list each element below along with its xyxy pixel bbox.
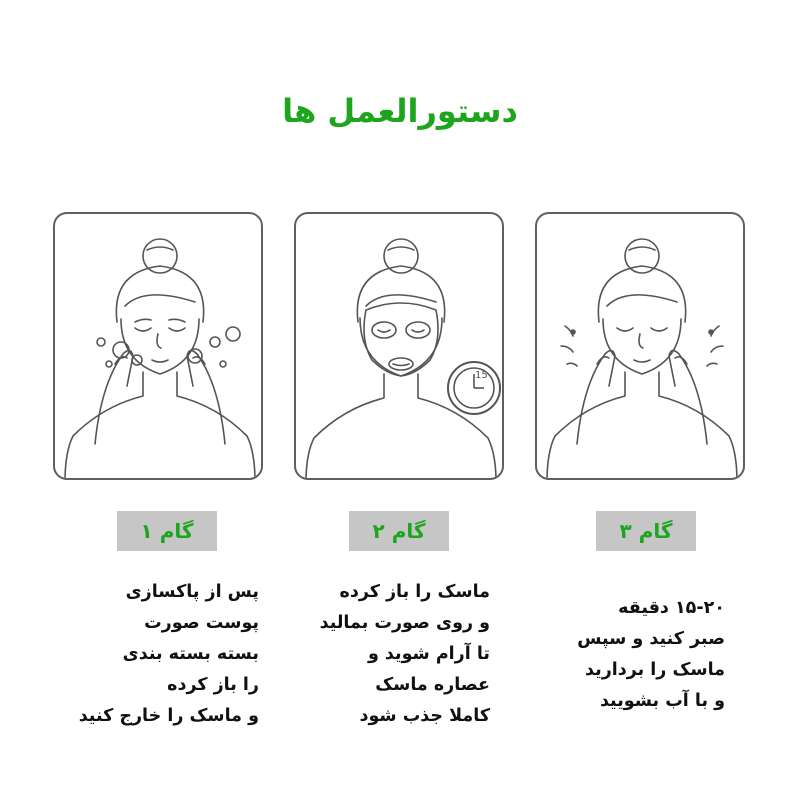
- instruction-line: ماسک را باز کرده: [339, 582, 490, 602]
- step-1-label: گام ۱: [117, 511, 217, 551]
- instruction-line: و روی صورت بمالید: [319, 613, 490, 633]
- instruction-line: صبر کنید و سپس: [577, 629, 725, 649]
- timer-icon: [444, 358, 504, 418]
- instruction-line: ماسک را بردارید: [585, 660, 725, 680]
- step-3-label: گام ۳: [596, 511, 696, 551]
- instruction-line: و ماسک را خارج کنید: [78, 706, 259, 726]
- step-1-illustration: [53, 212, 263, 480]
- instruction-line: عصاره ماسک: [375, 675, 490, 695]
- step-2-label: گام ۲: [349, 511, 449, 551]
- step-1-instructions: [79, 577, 259, 732]
- step-3-instructions: [577, 593, 725, 717]
- step-3-illustration: [535, 212, 745, 480]
- instruction-line: پس از پاکسازی: [125, 582, 259, 602]
- step-2-instructions: [320, 577, 490, 732]
- face-washing-icon: [55, 214, 263, 480]
- instruction-line: و با آب بشویید: [599, 691, 725, 711]
- instruction-line: بسته بسته بندی: [122, 644, 259, 664]
- timer-label: 15: [475, 370, 488, 381]
- instruction-line: ۱۵-۲۰ دقیقه: [618, 598, 725, 618]
- instruction-line: را باز کرده: [167, 675, 259, 695]
- page-title: دستورالعمل ها: [282, 92, 518, 130]
- instruction-line: کاملا جذب شود: [359, 706, 490, 726]
- sheet-mask-icon: [296, 214, 504, 480]
- instruction-line: تا آرام شوید و: [367, 644, 490, 664]
- step-2-illustration: [294, 212, 504, 480]
- instruction-line: پوست صورت: [144, 613, 259, 633]
- face-rinsing-icon: [537, 214, 745, 480]
